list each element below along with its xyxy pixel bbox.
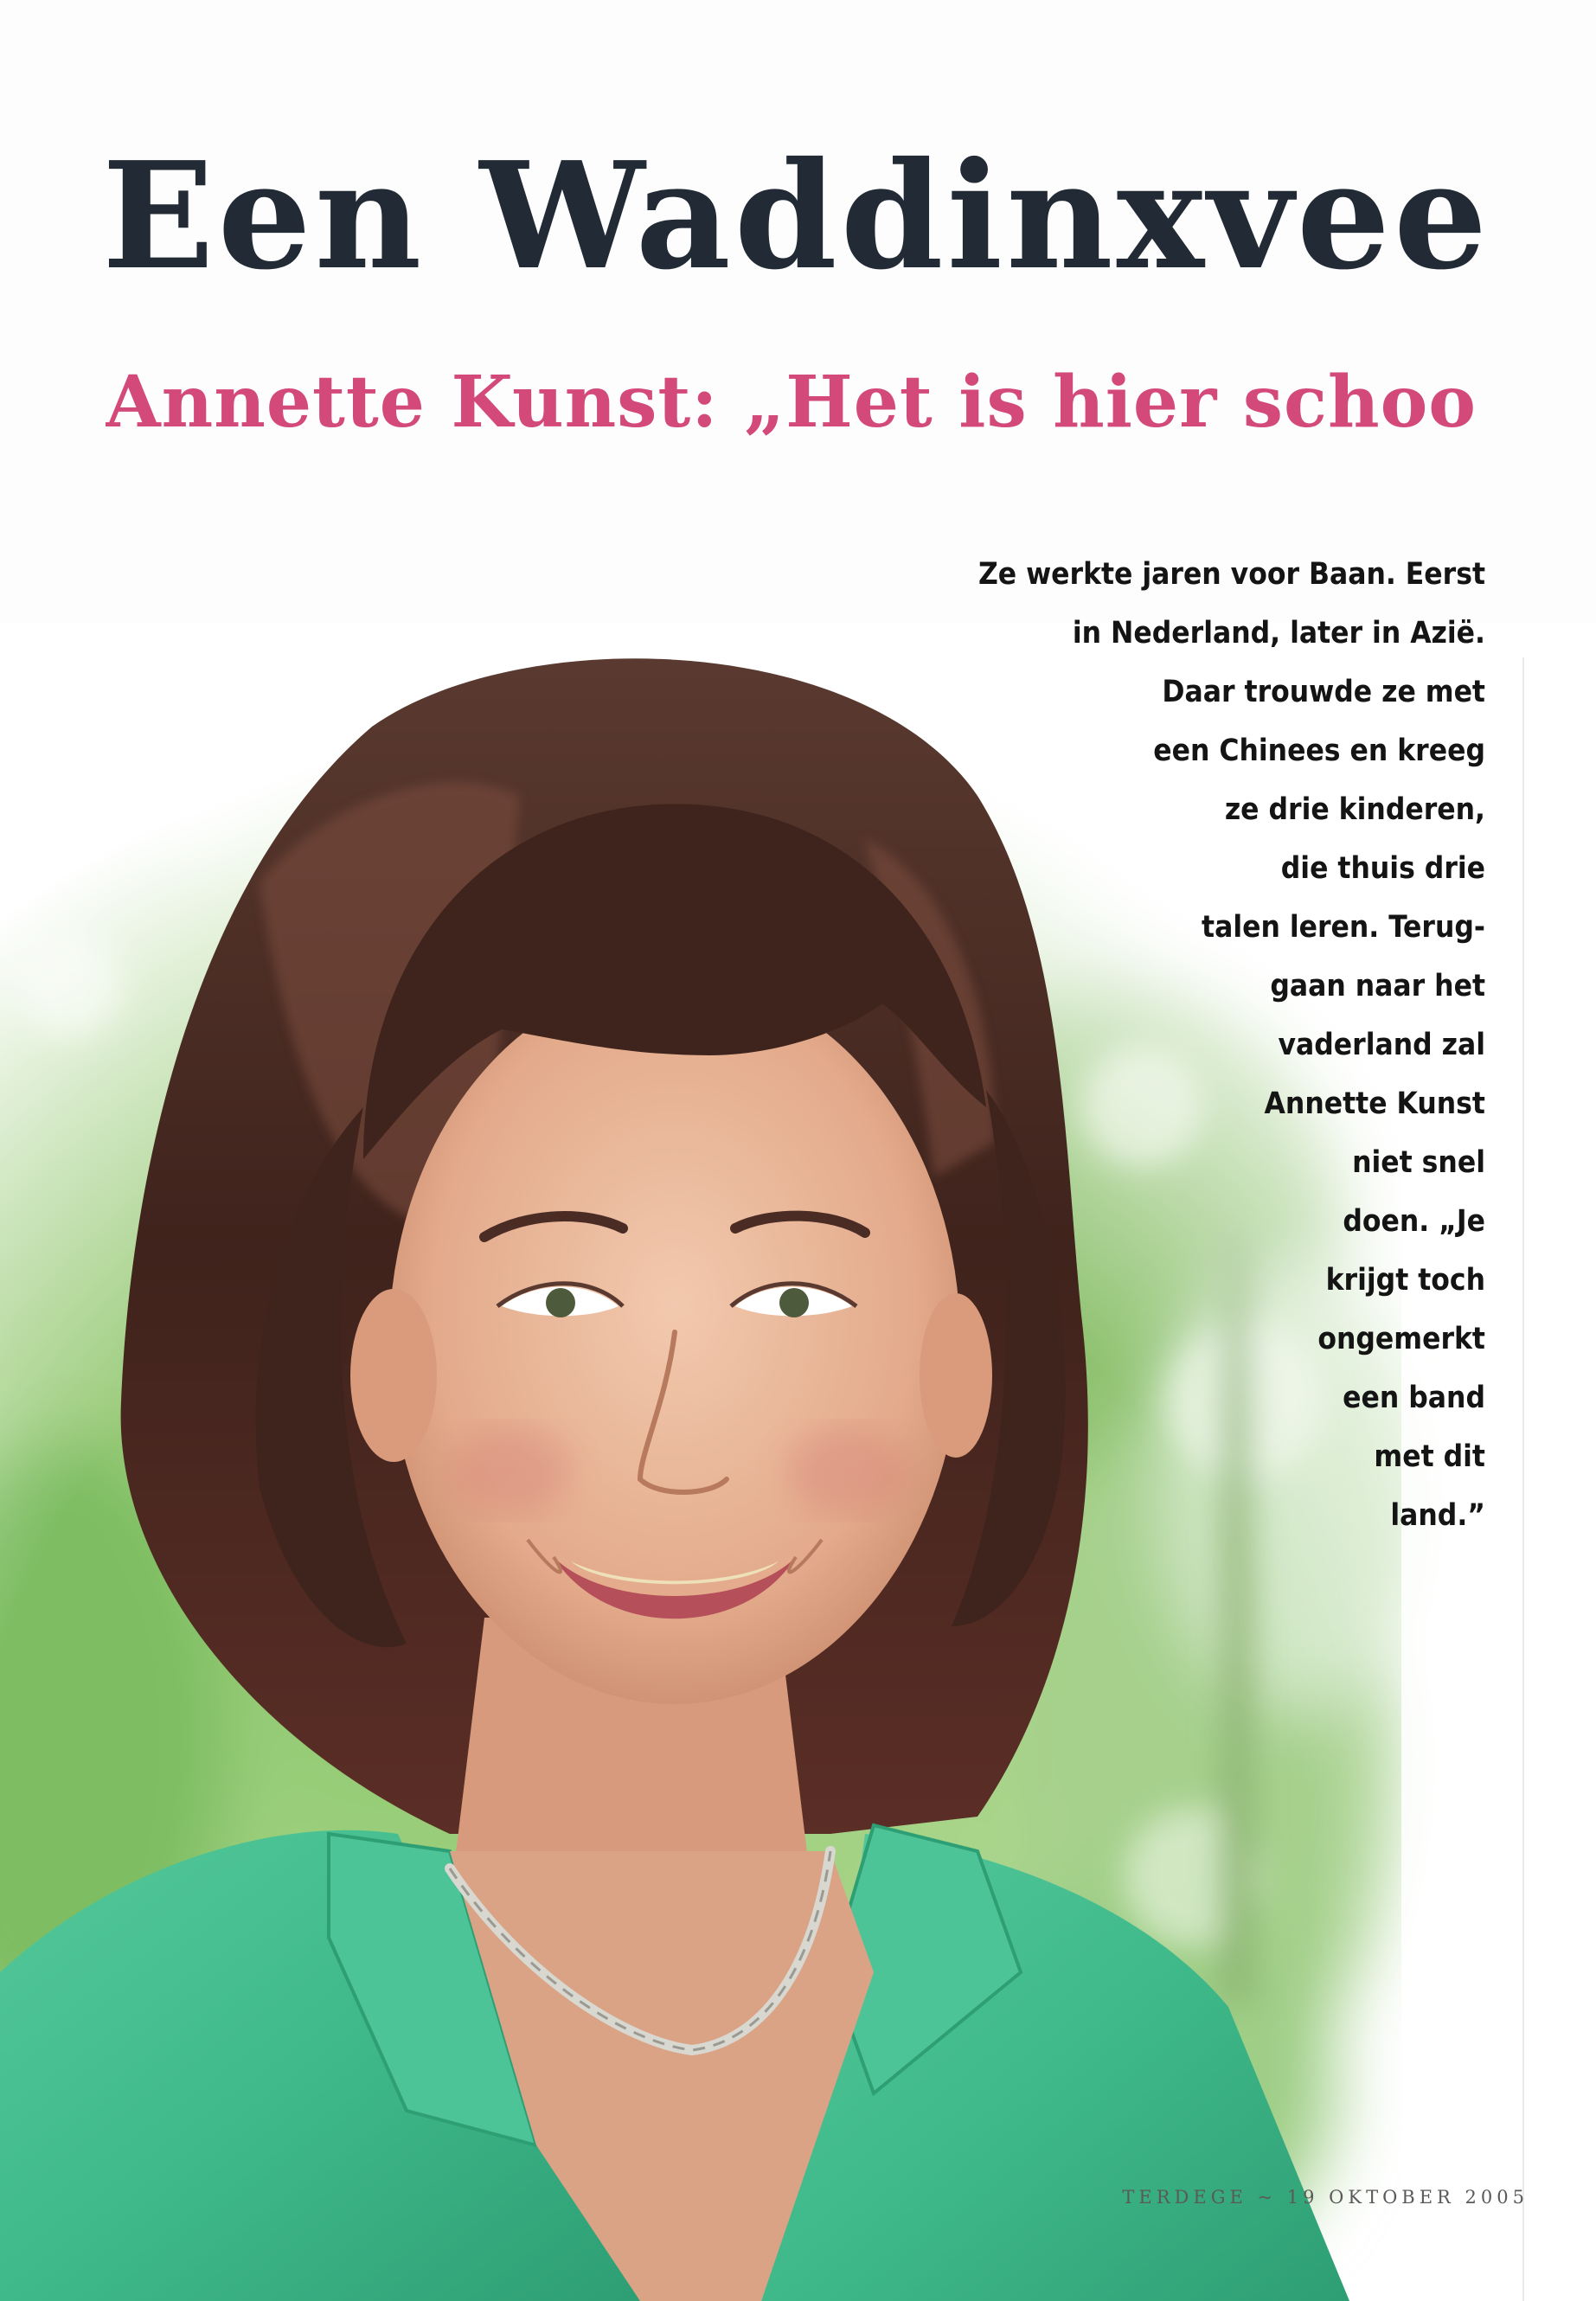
article-subheadline: Annette Kunst: „Het is hier schoo (106, 361, 1477, 444)
intro-line: in Nederland, later in Azië. (1072, 616, 1485, 651)
intro-line: krijgt toch (1325, 1263, 1485, 1298)
intro-line: niet snel (1352, 1145, 1485, 1180)
intro-line: een Chinees en kreeg (1153, 734, 1485, 768)
intro-line: talen leren. Terug- (1202, 910, 1485, 945)
intro-line: gaan naar het (1270, 969, 1485, 1003)
intro-line: ongemerkt (1317, 1322, 1485, 1356)
article-headline: Een Waddinxvee (102, 130, 1491, 303)
intro-line: land.” (1390, 1498, 1485, 1533)
intro-line: Daar trouwde ze met (1162, 675, 1485, 709)
intro-line: Ze werkte jaren voor Baan. Eerst (977, 557, 1485, 592)
intro-line: Annette Kunst (1264, 1086, 1485, 1121)
intro-line: ze drie kinderen, (1224, 792, 1485, 827)
intro-line: doen. „Je (1343, 1204, 1485, 1239)
page-edge-line (1522, 657, 1524, 2301)
intro-line: die thuis drie (1280, 851, 1485, 886)
intro-line: een band (1343, 1381, 1485, 1415)
intro-line: met dit (1374, 1439, 1485, 1474)
article-intro (793, 545, 1485, 1545)
intro-line: vaderland zal (1278, 1028, 1485, 1062)
issue-footer: TERDEGE ~ 19 OKTOBER 2005 (1122, 2187, 1529, 2208)
